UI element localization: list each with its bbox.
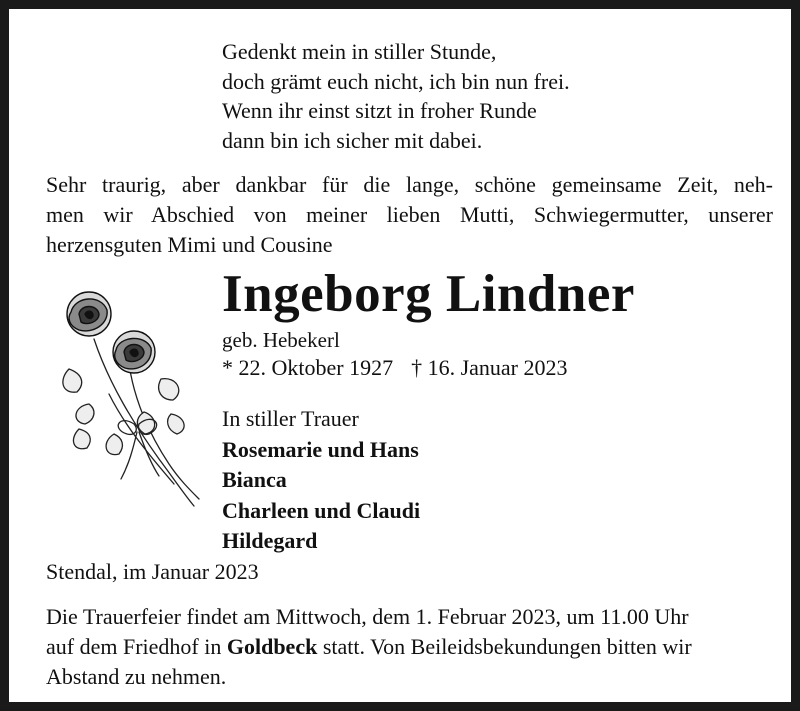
poem	[222, 37, 570, 155]
funeral-notice	[46, 602, 773, 692]
funeral-line	[46, 632, 773, 662]
death-date: † 16. Januar 2023	[411, 355, 568, 380]
mourner-name: Rosemarie und Hans	[222, 436, 419, 462]
maiden-name: geb. Hebekerl	[222, 328, 340, 352]
intro-text	[46, 170, 773, 260]
birth-date: * 22. Oktober 1927	[222, 355, 394, 380]
intro-line: herzensguten Mimi und Cousine	[46, 232, 333, 257]
intro-line: Sehr traurig, aber dankbar für die lange, schöne gemeinsame Zeit, neh-	[46, 172, 773, 197]
funeral-location: Goldbeck	[226, 634, 318, 659]
poem-line: doch grämt euch nicht, ich bin nun frei.	[222, 68, 570, 94]
place-date: Stendal, im Januar 2023	[46, 559, 259, 584]
poem-line: Gedenkt mein in stiller Stunde,	[222, 39, 497, 64]
funeral-text: auf dem Friedhof in	[46, 634, 227, 659]
intro-line: men wir Abschied von meiner lieben Mutti, Schwiegermutter, unserer	[46, 202, 773, 227]
funeral-text: statt. Von Beileidsbekundungen bitten wir	[317, 634, 692, 659]
roses-icon	[49, 284, 209, 514]
funeral-line: Die Trauerfeier findet am Mittwoch, dem 1. Februar 2023, um 11.00 Uhr	[46, 604, 689, 629]
mourner-name: Charleen und Claudi	[222, 497, 421, 523]
mourners-list	[222, 404, 420, 557]
funeral-line: Abstand zu nehmen.	[46, 664, 227, 689]
mourners-heading: In stiller Trauer	[222, 406, 359, 431]
poem-line: dann bin ich sicher mit dabei.	[222, 127, 483, 153]
poem-line: Wenn ihr einst sitzt in froher Runde	[222, 98, 537, 123]
mourner-name: Bianca	[222, 467, 287, 492]
life-dates	[222, 354, 568, 382]
deceased-name: Ingeborg Lindner	[222, 265, 635, 323]
mourner-name: Hildegard	[222, 528, 318, 553]
